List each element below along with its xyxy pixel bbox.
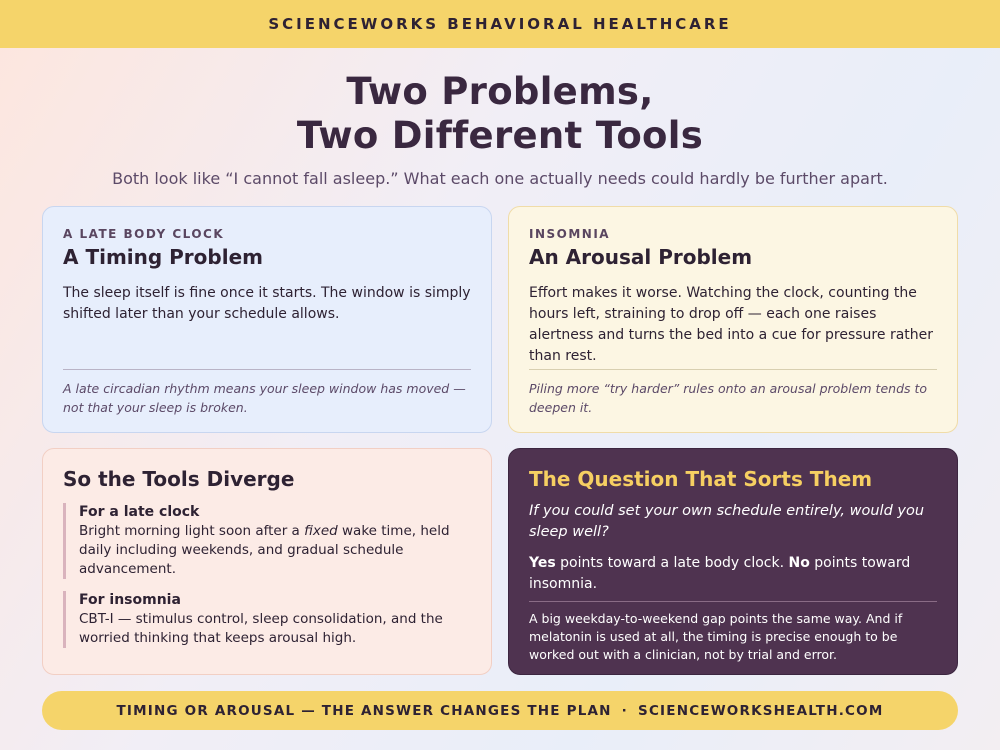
insomnia-note-block	[529, 369, 937, 417]
page-subtitle: Both look like “I cannot fall asleep.” What each one actually needs could hardly be further apart.	[112, 169, 888, 188]
insomnia-title: An Arousal Problem	[529, 245, 753, 269]
footer-separator: ·	[621, 702, 629, 719]
insomnia-tool	[63, 591, 471, 648]
insomnia-body: Effort makes it worse. Watching the clock, counting the hours left, straining to drop off — each one raises alertness and turns the bed into a cue for pressure rather than rest.	[529, 285, 934, 364]
timing-eyebrow: A LATE BODY CLOCK	[63, 227, 225, 241]
insomnia-note: Piling more “try harder” rules onto an arousal problem tends to deepen it.	[529, 381, 928, 415]
late-clock-text: Bright morning light soon after a fixed wake time, held daily including weekends, and gradual schedule advancement.	[79, 523, 450, 577]
no-label: No	[788, 555, 810, 571]
question-answer: Yes points toward a late body clock. No points toward insomnia.	[529, 553, 937, 602]
tools-card	[42, 448, 492, 675]
footer-site: SCIENCEWORKSHEALTH.COM	[638, 702, 884, 719]
question-card	[508, 448, 958, 675]
question-title: The Question That Sorts Them	[529, 467, 873, 491]
fixed-emphasis: fixed	[304, 523, 338, 539]
footer-banner	[42, 691, 958, 730]
footer-tagline: TIMING OR AROUSAL — THE ANSWER CHANGES THE PLAN	[116, 702, 612, 719]
header-banner	[0, 0, 1000, 48]
org-name: SCIENCEWORKS BEHAVIORAL HEALTHCARE	[268, 15, 732, 33]
timing-body: The sleep itself is fine once it starts. The window is simply shifted later than your schedule allows.	[63, 285, 471, 322]
late-clock-tool	[63, 503, 471, 579]
timing-note: A late circadian rhythm means your sleep window has moved — not that your sleep is broken.	[63, 381, 466, 415]
question-note: A big weekday-to-weekend gap points the same way. And if melatonin is used at all, the timing is precise enough to be worked out with a clinician, not by trial and error.	[529, 611, 903, 662]
page-title-line-2: Two Different Tools	[296, 114, 704, 157]
timing-problem-card	[42, 206, 492, 433]
arousal-problem-card	[508, 206, 958, 433]
page-title-line-1: Two Problems,	[346, 70, 654, 113]
timing-title: A Timing Problem	[63, 245, 263, 269]
sorting-question: If you could set your own schedule entirely, would you sleep well?	[529, 503, 925, 540]
tools-title: So the Tools Diverge	[63, 467, 295, 491]
page-title	[0, 70, 1000, 158]
late-clock-heading: For a late clock	[79, 504, 200, 520]
insomnia-tool-text: CBT-I — stimulus control, sleep consolidation, and the worried thinking that keeps arousal high.	[79, 611, 443, 646]
insomnia-eyebrow: INSOMNIA	[529, 227, 611, 241]
insomnia-tool-heading: For insomnia	[79, 592, 181, 608]
yes-label: Yes	[529, 555, 556, 571]
timing-note-block	[63, 369, 471, 417]
